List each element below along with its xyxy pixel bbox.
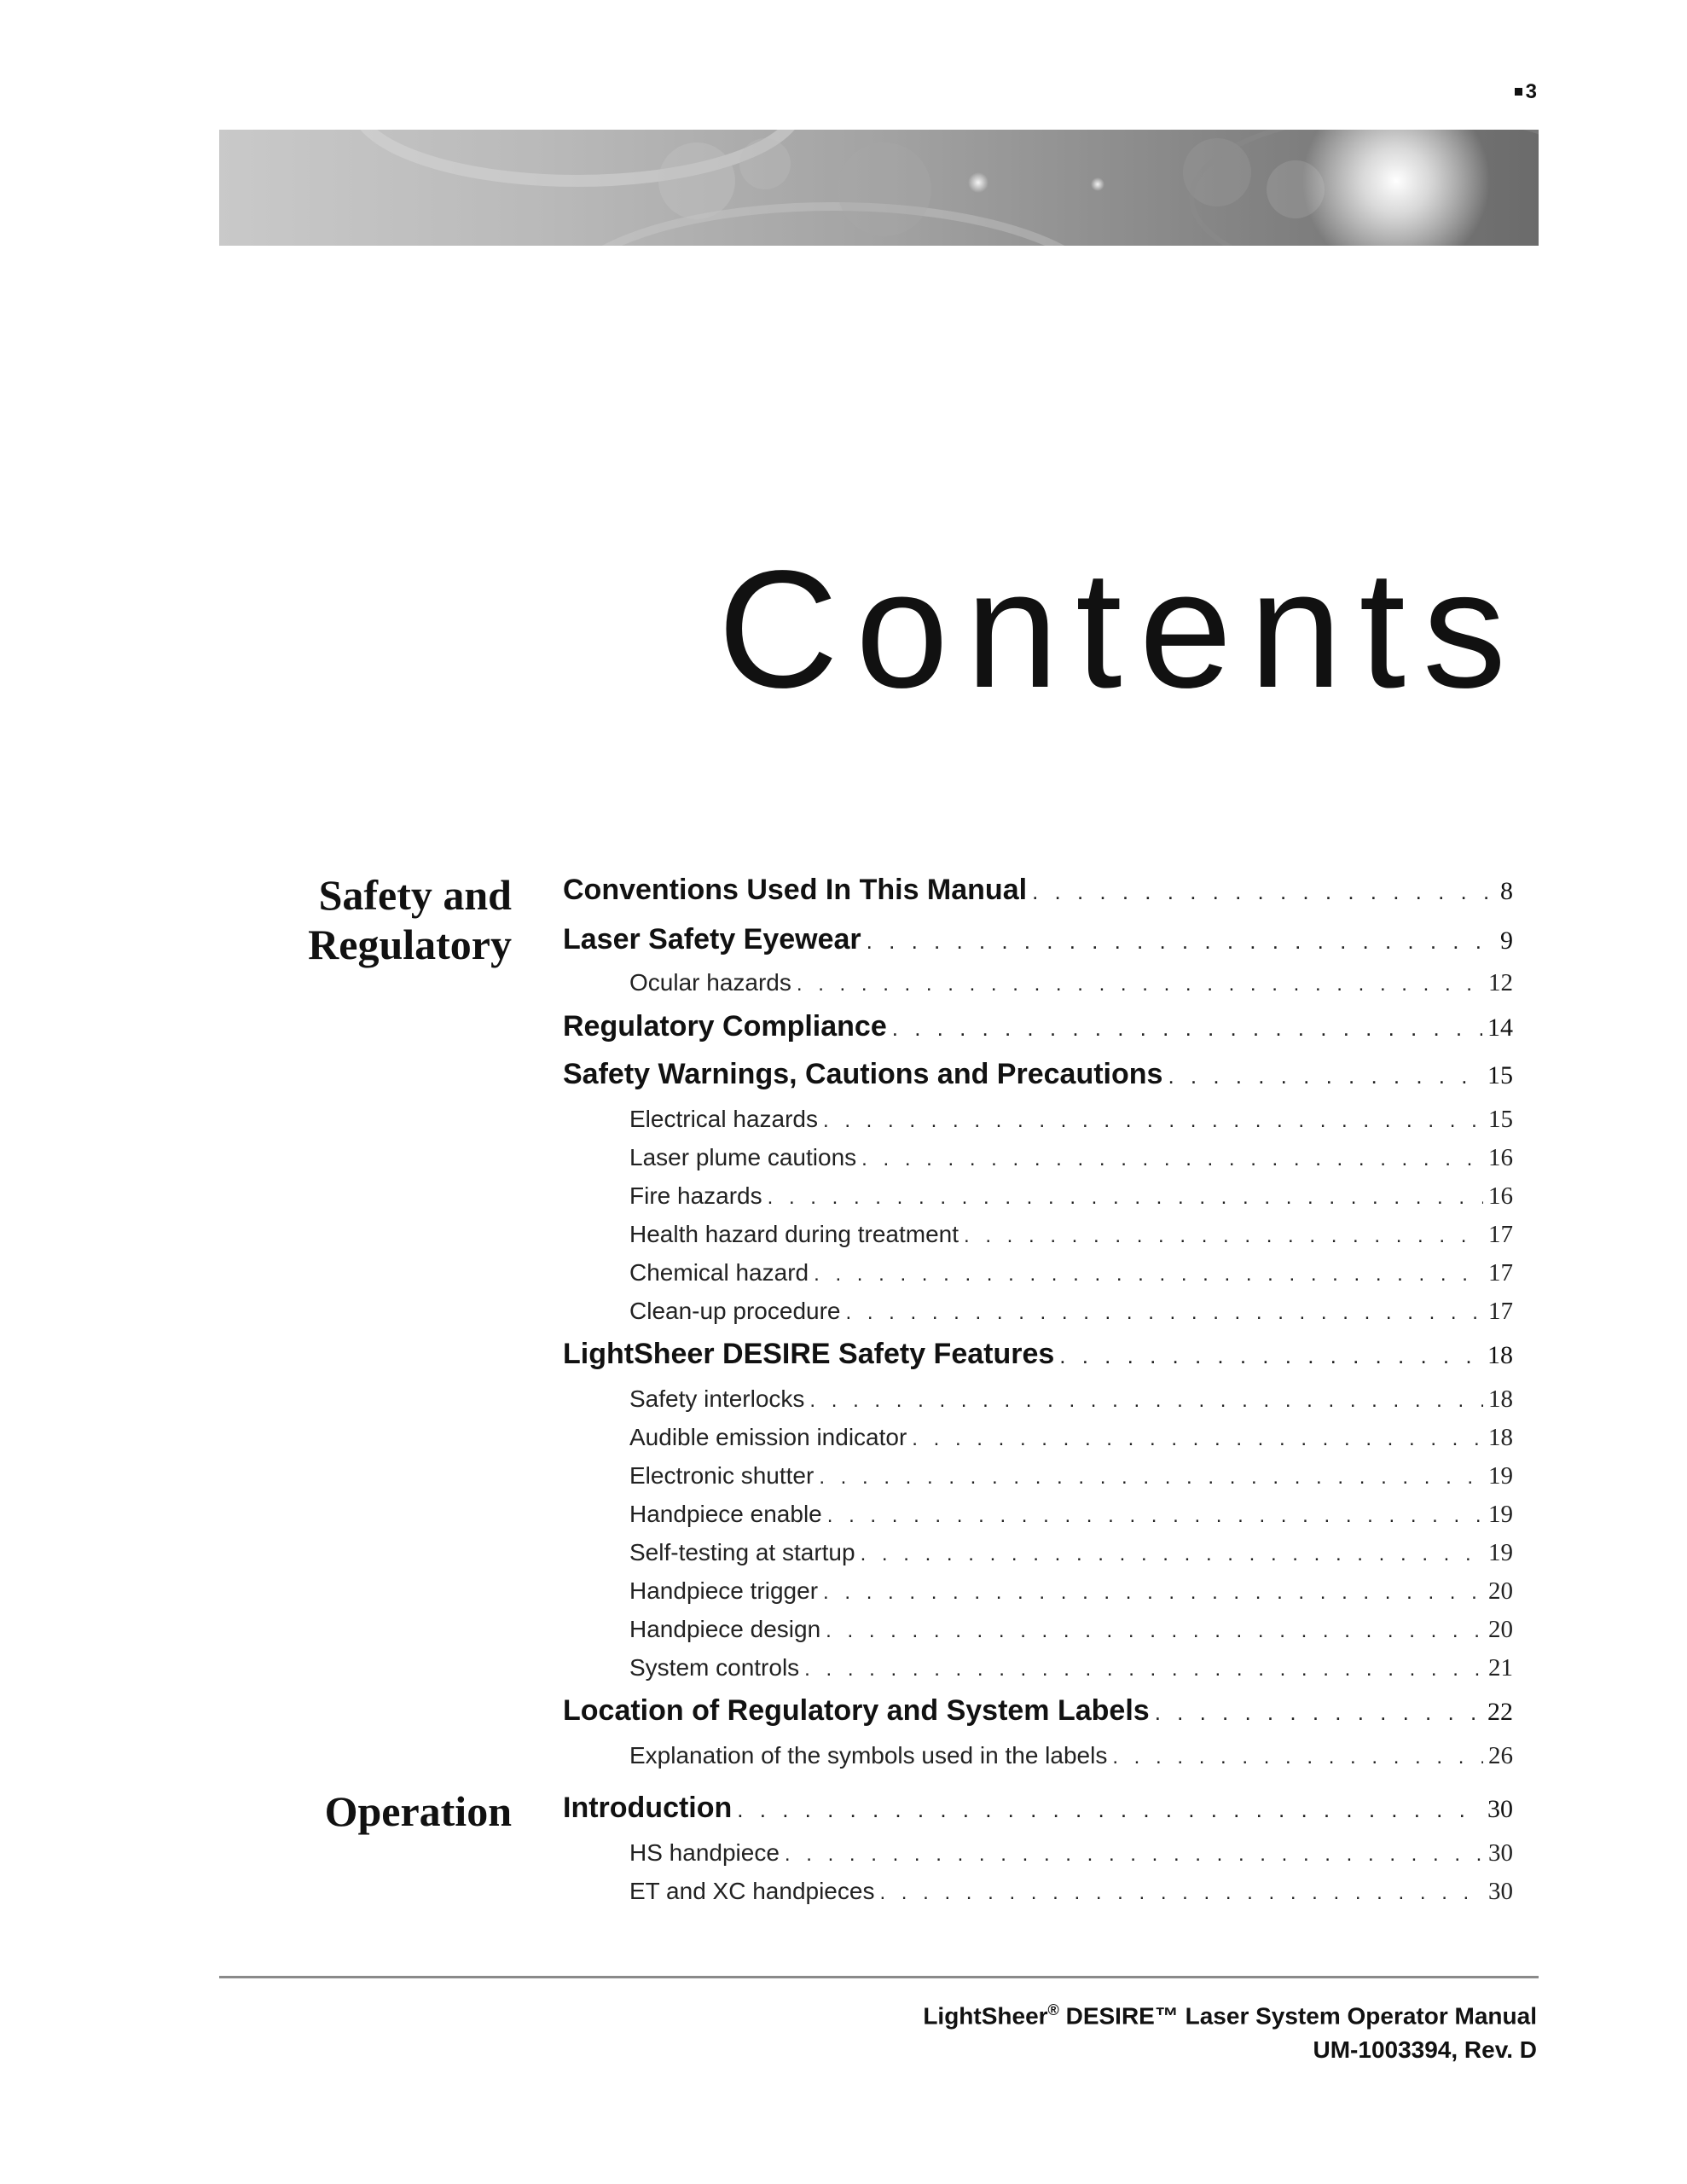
dot-leader [823,1109,1483,1133]
toc-subentry[interactable]: Self-testing at startup . . . 19 [563,1539,1513,1567]
dot-leader [867,928,1495,955]
dot-leader [809,1389,1483,1413]
footer [923,1993,1537,2067]
toc-subentry[interactable]: Electrical hazards . . . 15 [563,1106,1513,1134]
toc-subentry[interactable]: Handpiece trigger . . . 20 [563,1577,1513,1606]
footer-manual-title: LightSheer® DESIRE™ Laser System Operator Manual [923,2001,1537,2030]
toc-entry[interactable]: Laser Safety Eyewear . . . 9 [563,923,1513,956]
page-title: Contents [717,536,1523,723]
toc-subentry[interactable]: Handpiece enable . . . 19 [563,1501,1513,1529]
bullet-square-icon [1515,88,1522,96]
dot-leader [737,1797,1482,1823]
dot-leader [826,1619,1483,1643]
dot-leader [1168,1063,1482,1089]
toc-subentry[interactable]: HS handpiece . . . 30 [563,1839,1513,1867]
toc-subentry[interactable]: System controls . . . 21 [563,1654,1513,1682]
dot-leader [1112,1745,1483,1769]
toc-subentry[interactable]: Handpiece design . . . 20 [563,1616,1513,1644]
section-label-safety-regulatory: Safety and Regulatory [308,871,512,968]
dot-leader [814,1263,1483,1287]
page-number: 3 [1515,80,1537,104]
dot-leader [1059,1343,1482,1369]
dot-leader [964,1224,1483,1248]
table-of-contents [563,0,1513,1962]
dot-leader [861,1542,1483,1566]
toc-entry[interactable]: Conventions Used In This Manual . . . 8 [563,874,1513,907]
dot-leader [879,1881,1483,1905]
section-label-operation: Operation [324,1787,512,1835]
toc-subentry[interactable]: Electronic shutter . . . 19 [563,1462,1513,1490]
dot-leader [804,1658,1483,1682]
dot-leader [823,1581,1483,1605]
dot-leader [797,973,1483,996]
toc-entry[interactable]: LightSheer DESIRE Safety Features . . . 18 [563,1338,1513,1371]
toc-entry[interactable]: Safety Warnings, Cautions and Precautions . . . 15 [563,1058,1513,1091]
dot-leader [912,1427,1483,1451]
toc-subentry[interactable]: Audible emission indicator . . . 18 [563,1424,1513,1452]
dot-leader [861,1147,1483,1171]
dot-leader [819,1466,1483,1490]
toc-subentry[interactable]: ET and XC handpieces . . . 30 [563,1878,1513,1906]
toc-subentry[interactable]: Clean-up procedure . . . 17 [563,1298,1513,1326]
dot-leader [846,1301,1484,1325]
footer-divider [219,1976,1539,1978]
toc-subentry[interactable]: Laser plume cautions . . . 16 [563,1144,1513,1172]
dot-leader [768,1186,1483,1210]
toc-subentry[interactable]: Explanation of the symbols used in the labels . . . 26 [563,1742,1513,1770]
footer-document-number: UM-1003394, Rev. D [1313,2036,1537,2064]
toc-entry[interactable]: Introduction . . . 30 [563,1792,1513,1825]
dot-leader [1155,1699,1482,1726]
toc-entry[interactable]: Regulatory Compliance . . . 14 [563,1010,1513,1043]
dot-leader [1032,879,1495,905]
toc-subentry[interactable]: Safety interlocks . . . 18 [563,1385,1513,1414]
dot-leader [827,1504,1483,1528]
toc-subentry[interactable]: Chemical hazard . . . 17 [563,1259,1513,1287]
dot-leader [892,1015,1482,1042]
dot-leader [785,1843,1483,1867]
toc-subentry[interactable]: Health hazard during treatment . . . 17 [563,1221,1513,1249]
toc-subentry[interactable]: Ocular hazards . . . 12 [563,969,1513,997]
toc-subentry[interactable]: Fire hazards . . . 16 [563,1182,1513,1211]
toc-entry[interactable]: Location of Regulatory and System Labels . . . 22 [563,1694,1513,1728]
